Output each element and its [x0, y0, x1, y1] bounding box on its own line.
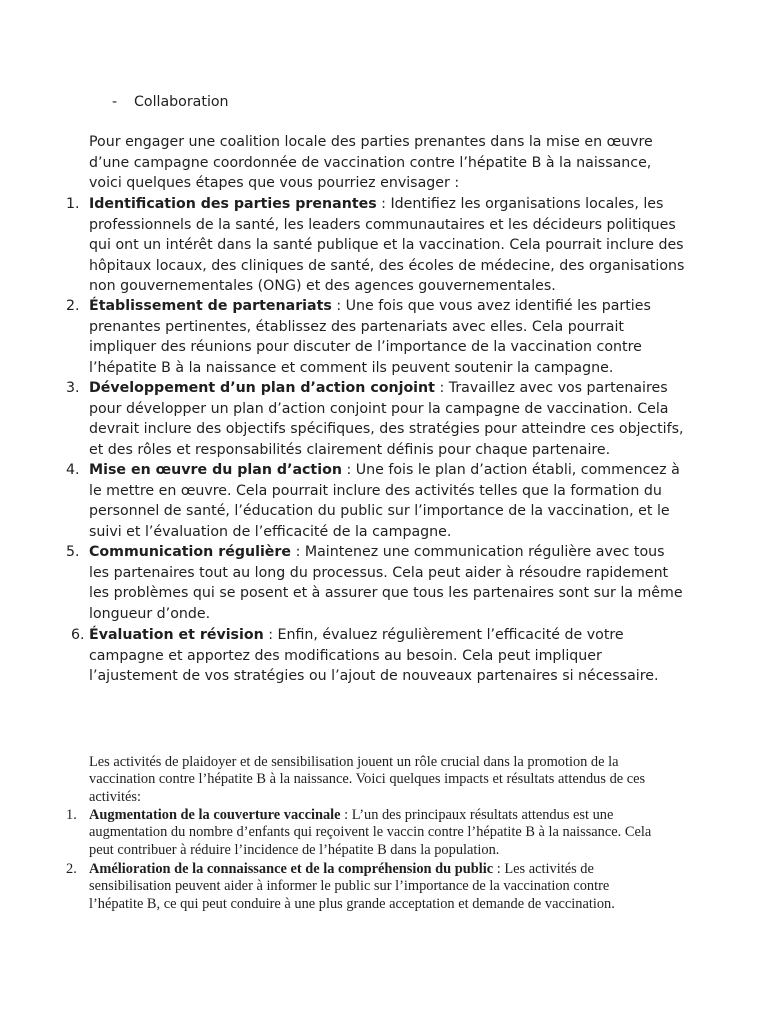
list-item-title: Identification des parties prenantes — [89, 196, 377, 212]
list-item-body — [89, 194, 687, 297]
list-item-title: Amélioration de la connaissance et de la compréhension du public — [89, 861, 494, 877]
list-item-text: : Enfin, évaluez régulièrement l’efficacité de votre campagne et apportez des modifications au besoin. Cela peut impliquer l’ajustement de vos stratégies ou l’ajout de nouveaux partenaires si nécessaire. — [89, 627, 659, 685]
list-number: 3. — [66, 380, 80, 396]
bullet-item — [112, 92, 229, 113]
list-item-body — [89, 625, 687, 687]
list-item-text: : Identifiez les organisations locales, les professionnels de la santé, les leaders communautaires et les décideurs politiques qui ont un intérêt dans la santé publique et la vaccination. Cela pourrait inclure des hôpitaux locaux, des cliniques de santé, des écoles de médecine, des organisations non gouvernementales (ONG) et des agences gouvernementales. — [89, 196, 685, 295]
list-item-body — [89, 460, 687, 542]
list-item-body — [89, 861, 664, 913]
bullet-text: Collaboration — [134, 94, 229, 110]
list-item-text: : Maintenez une communication régulière avec tous les partenaires tout au long du processus. Cela peut aider à résoudre rapidement les problèmes qui se posent et à assurer que tous les partenaires sont sur la même longueur d’onde. — [89, 544, 683, 622]
list-number: 2. — [66, 298, 80, 314]
list-item-text: : Une fois le plan d’action établi, commencez à le mettre en œuvre. Cela pourrait inclure des activités telles que la formation du personnel de santé, l’éducation du public sur l’importance de la vaccination, et le suivi et l’évaluation de l’efficacité de la campagne. — [89, 462, 680, 540]
list-item-body — [89, 378, 687, 460]
list-number: 4. — [66, 462, 80, 478]
list-item-body — [89, 807, 669, 859]
list-item-title: Mise en œuvre du plan d’action — [89, 462, 342, 478]
list-item-text: : Les activités de sensibilisation peuvent aider à informer le public sur l’importance de la vaccination contre l’hépatite B, ce qui peut conduire à une plus grande acceptation et demande de vaccination. — [89, 861, 615, 912]
list-item-title: Établissement de partenariats — [89, 298, 332, 314]
bullet-marker: - — [112, 94, 118, 110]
list-number: 5. — [66, 544, 80, 560]
list-item-title: Évaluation et révision — [89, 627, 264, 643]
list-item-title: Communication régulière — [89, 544, 292, 560]
list-number: 1. — [66, 807, 77, 823]
list-item-text: : L’un des principaux résultats attendus est une augmentation du nombre d’enfants qui reçoivent le vaccin contre l’hépatite B à la naissance. Cela peut contribuer à réduire l’incidence de l’hépatite B dans la population. — [89, 807, 652, 858]
list-item-text: : Travaillez avec vos partenaires pour développer un plan d’action conjoint pour la campagne de vaccination. Cela devrait inclure des objectifs spécifiques, des stratégies pour atteindre ces objectifs, et des rôles et responsabilités clairement définis pour chaque partenaire. — [89, 380, 684, 458]
list-number: 2. — [66, 861, 77, 877]
list-item-title: Développement d’un plan d’action conjoint — [89, 380, 435, 396]
list-item-text: : Une fois que vous avez identifié les parties prenantes pertinentes, établissez des partenariats avec elles. Cela pourrait impliquer des réunions pour discuter de l’importance de la vaccination contre l’hépatite B à la naissance et comment ils peuvent soutenir la campagne. — [89, 298, 651, 376]
intro-paragraph: Pour engager une coalition locale des parties prenantes dans la mise en œuvre d’une campagne coordonnée de vaccination contre l’hépatite B à la naissance, voici quelques étapes que vous pourriez envisager : — [89, 134, 653, 192]
section2-intro: Les activités de plaidoyer et de sensibilisation jouent un rôle crucial dans la promotion de la vaccination contre l’hépatite B à la naissance. Voici quelques impacts et résultats attendus de ces activités: — [89, 754, 646, 805]
list-number: 6. — [71, 627, 85, 643]
list-number: 1. — [66, 196, 80, 212]
list-item-body — [89, 542, 687, 624]
list-item-body — [89, 296, 687, 378]
list-item-title: Augmentation de la couverture vaccinale — [89, 807, 341, 823]
